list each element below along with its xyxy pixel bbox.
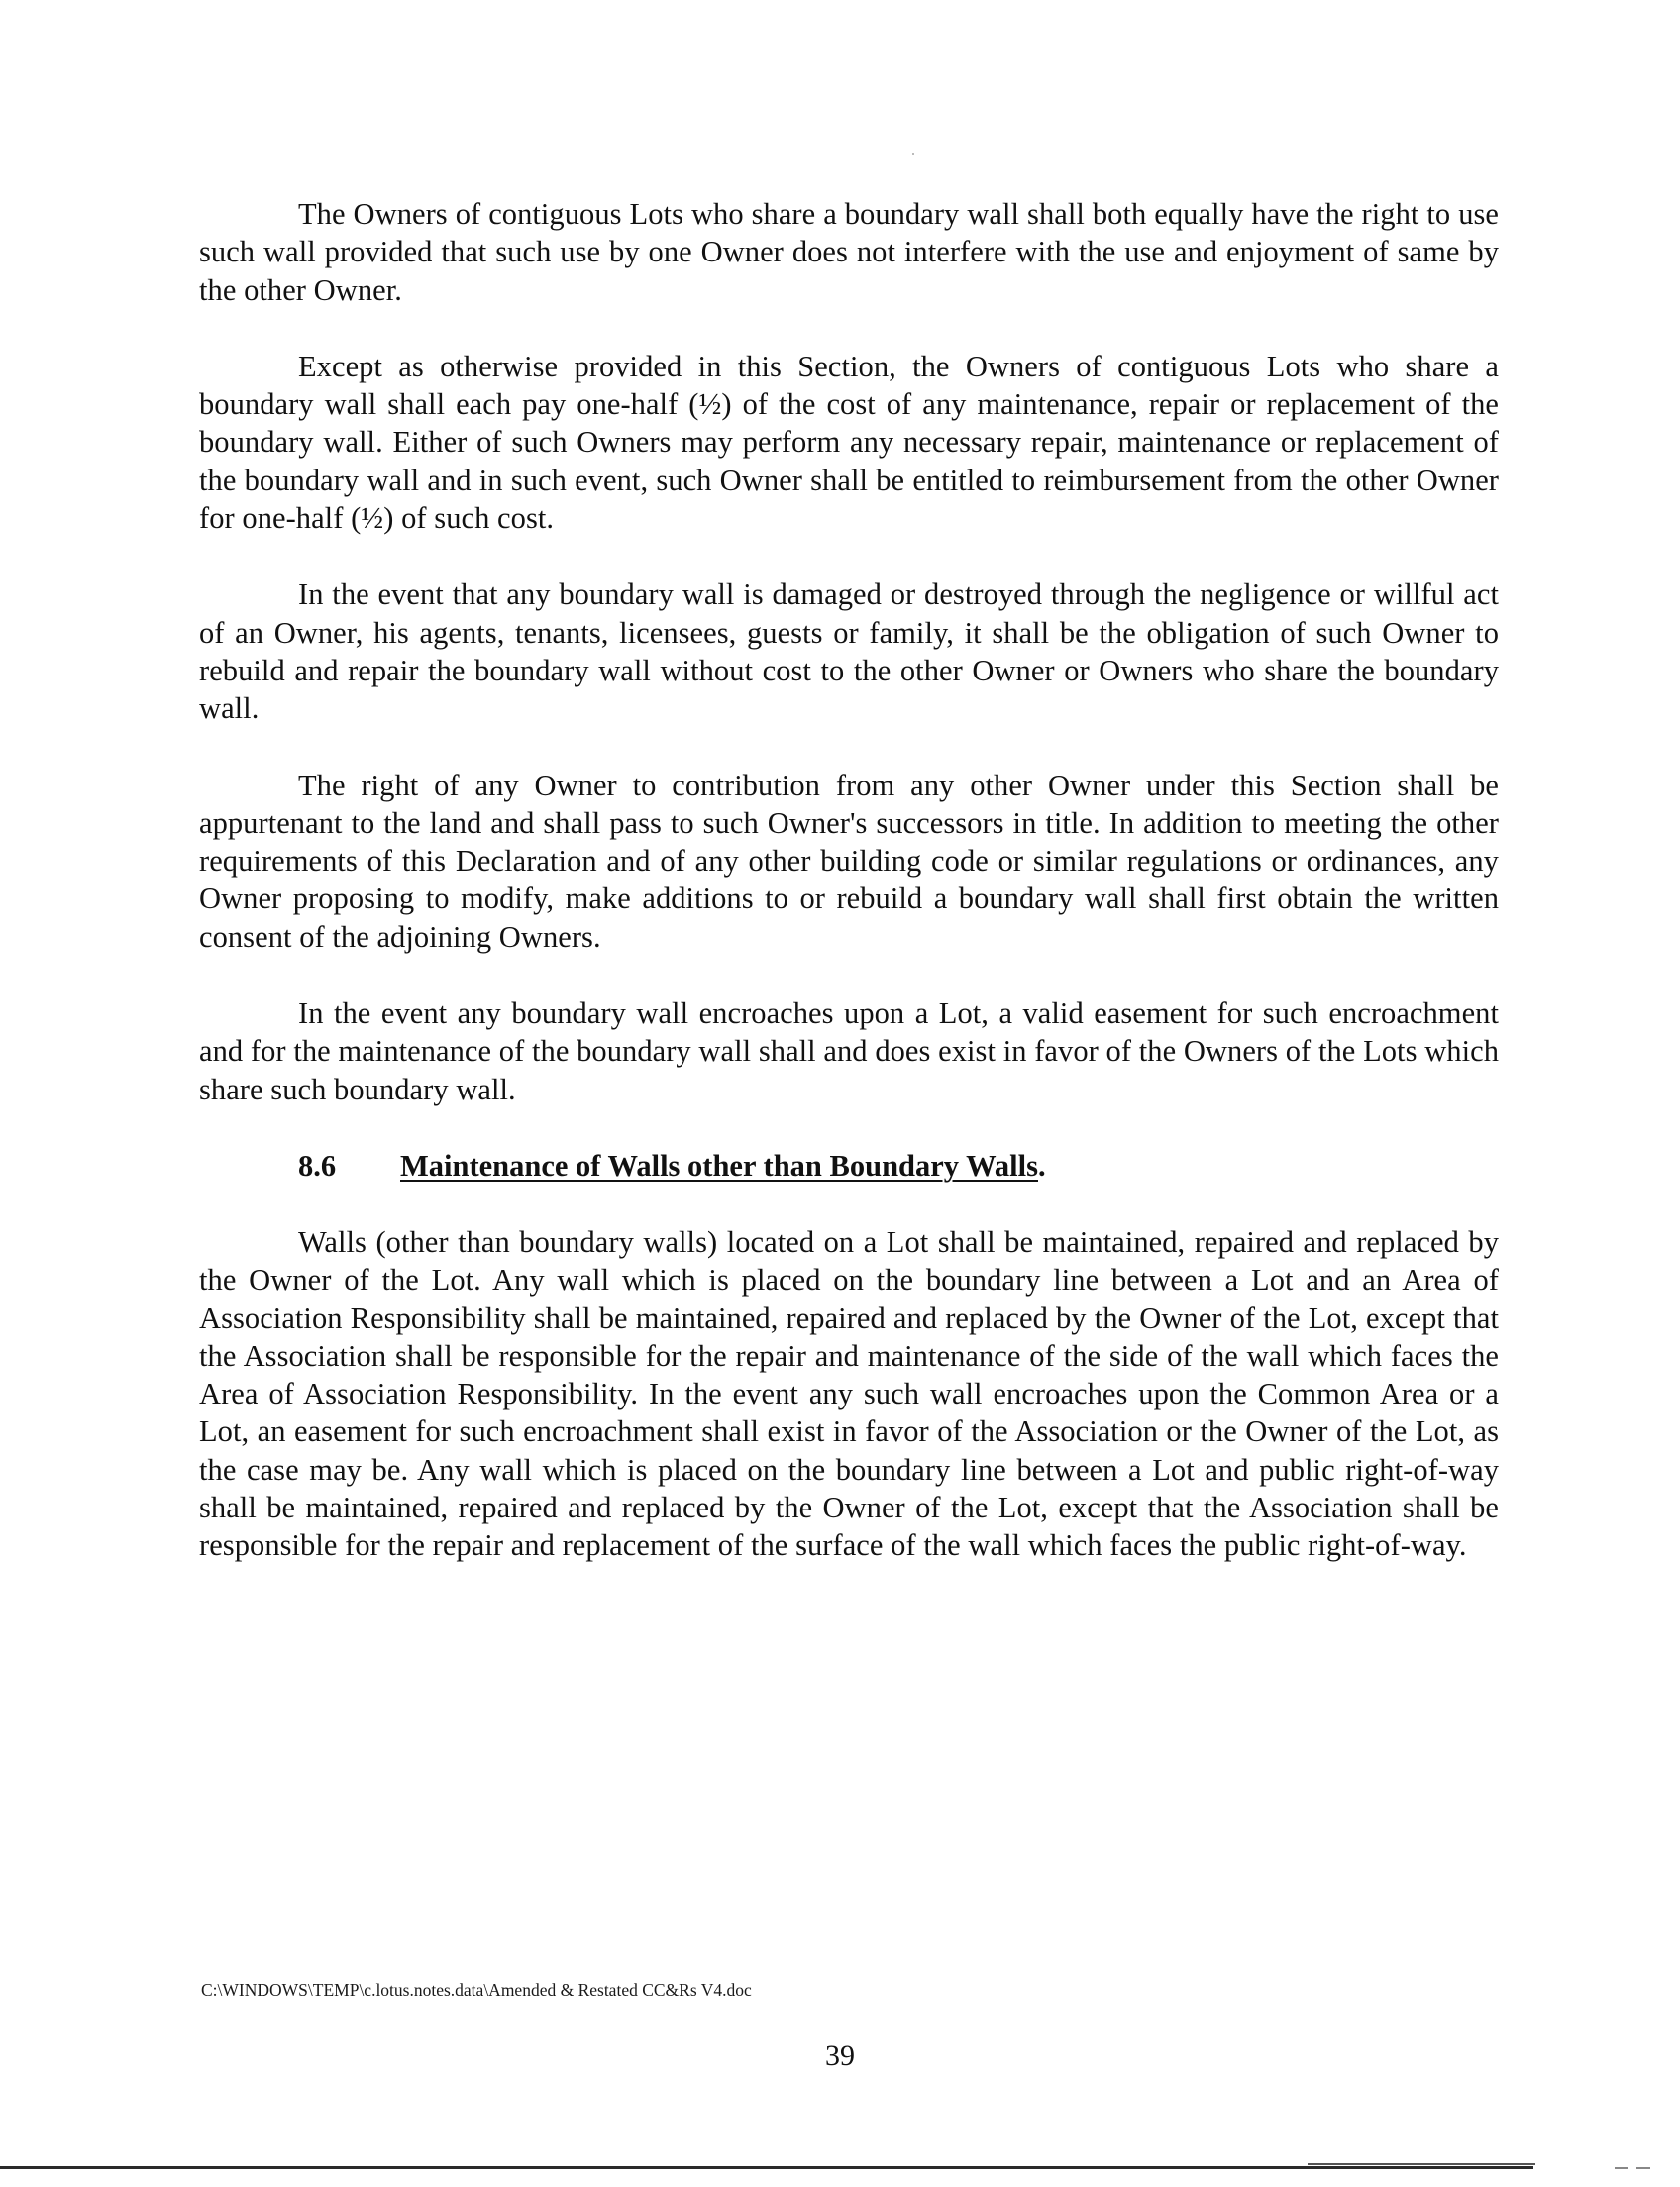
scan-edge-dash — [1636, 2167, 1650, 2169]
scan-edge-dash — [1615, 2167, 1628, 2169]
section-title-period: . — [1038, 1148, 1046, 1183]
page-number: 39 — [825, 2039, 855, 2072]
paragraph-damage-negligence: In the event that any boundary wall is damaged or destroyed through the negligence or willful act of an Owner, his agents, tenants, licensees, guests or family, it shall be the obligation of such Owner to rebuild and repair the boundary wall without cost to the other Owner or Owners who share the boundary wall. — [199, 577, 1499, 726]
paragraph-shared-wall-use: The Owners of contiguous Lots who share a boundary wall shall both equally have the right to use such wall provided that such use by one Owner does not interfere with the use and enjoyment of same by the other Owner. — [199, 197, 1499, 307]
document-body — [199, 195, 1499, 1604]
paragraph-non-boundary-walls: Walls (other than boundary walls) located on a Lot shall be maintained, repaired and replaced by the Owner of the Lot. Any wall which is placed on the boundary line between a Lot and an Area of Association Responsibility shall be maintained, repaired and replaced by the Owner of the Lot, except that the Association shall be responsible for the repair and maintenance of the side of the wall which faces the Area of Association Responsibility. In the event any such wall encroaches upon the Common Area or a Lot, an easement for such encroachment shall exist in favor of the Association or the Owner of the Lot, as the case may be. Any wall which is placed on the boundary line between a Lot and public right-of-way shall be maintained, repaired and replaced by the Owner of the Lot, except that the Association shall be responsible for the repair and replacement of the surface of the wall which faces the public right-of-way. — [199, 1224, 1499, 1563]
scan-edge-line — [0, 2166, 1533, 2169]
paragraph-contribution-right: The right of any Owner to contribution from any other Owner under this Section shall be appurtenant to the land and shall pass to such Owner's successors in title. In addition to meeting the other requirements of this Declaration and of any other building code or similar regulations or ordinances, any Owner proposing to modify, make additions to or rebuild a boundary wall shall first obtain the written consent of the adjoining Owners. — [199, 768, 1499, 954]
scan-speck — [912, 153, 914, 155]
section-number: 8.6 — [298, 1148, 337, 1183]
footer-file-path: C:\WINDOWS\TEMP\c.lotus.notes.data\Amended & Restated CC&Rs V4.doc — [201, 1980, 752, 2000]
section-title: Maintenance of Walls other than Boundary Walls — [400, 1148, 1038, 1183]
section-heading — [199, 1147, 1499, 1185]
paragraph-cost-sharing: Except as otherwise provided in this Section, the Owners of contiguous Lots who share a boundary wall shall each pay one-half (½) of the cost of any maintenance, repair or replacement of the boundary wall. Either of such Owners may perform any necessary repair, maintenance or replacement of the boundary wall and in such event, such Owner shall be entitled to reimbursement from the other Owner for one-half (½) of such cost. — [199, 349, 1499, 536]
paragraph-encroachment-easement: In the event any boundary wall encroaches upon a Lot, a valid easement for such encroachment and for the maintenance of the boundary wall shall and does exist in favor of the Owners of the Lots which share such boundary wall. — [199, 996, 1499, 1106]
section-title-wrap — [400, 1147, 1046, 1185]
scan-edge-line-secondary — [1308, 2163, 1535, 2165]
